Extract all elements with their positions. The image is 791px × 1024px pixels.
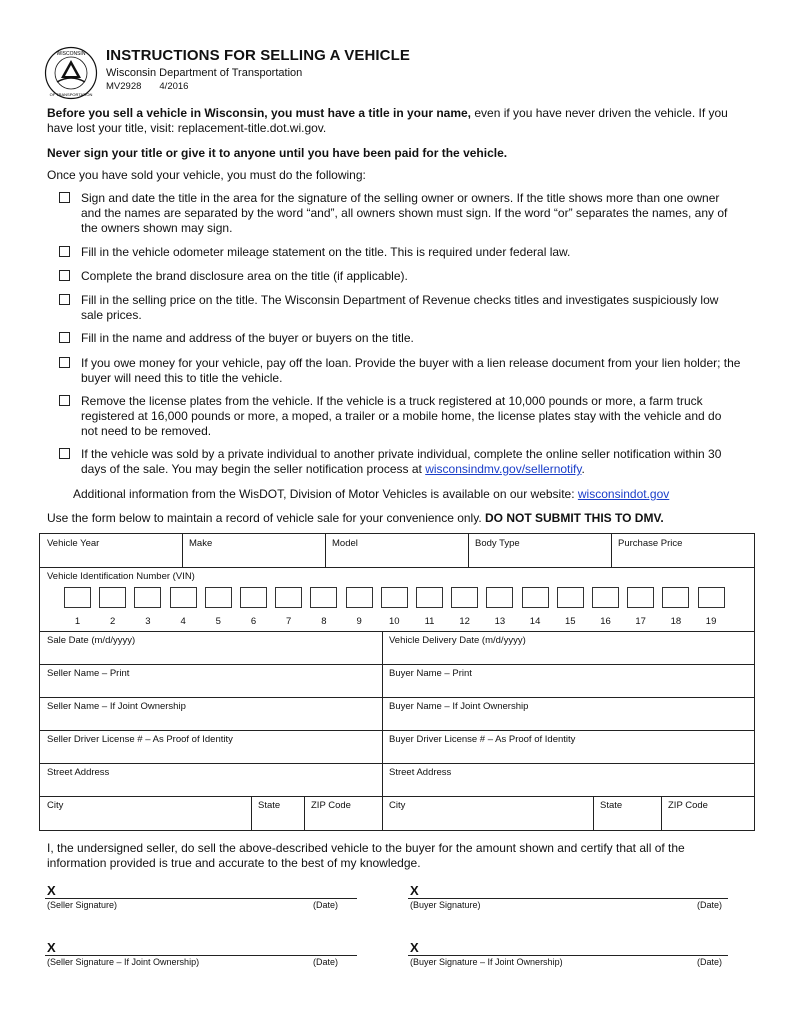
label-delivery-date: Vehicle Delivery Date (m/d/yyyy) bbox=[389, 635, 526, 646]
seller-date-label: (Date) bbox=[313, 900, 339, 910]
buyer-signature-x: X bbox=[410, 883, 419, 898]
seller-joint-date-label: (Date) bbox=[313, 957, 339, 967]
buyer-signature-line[interactable] bbox=[408, 898, 728, 899]
label-purchase-price: Purchase Price bbox=[618, 538, 683, 549]
label-buyer-zip: ZIP Code bbox=[668, 800, 708, 811]
vin-position-number: 1 bbox=[74, 616, 81, 627]
label-model: Model bbox=[332, 538, 358, 549]
vin-position-number: 2 bbox=[110, 616, 116, 627]
warning-never-sign: Never sign your title or give it to anyone until you have been paid for the vehicle. bbox=[47, 146, 508, 160]
form-id bbox=[106, 81, 206, 92]
step-text: Fill in the name and address of the buyer or buyers on the title. bbox=[81, 331, 414, 345]
label-make: Make bbox=[189, 538, 213, 549]
label-buyer-joint: Buyer Name – If Joint Ownership bbox=[389, 701, 529, 712]
vin-position-number: 3 bbox=[145, 616, 151, 627]
label-buyer-state: State bbox=[600, 800, 623, 811]
intro-title-requirement bbox=[47, 106, 747, 136]
vin-char-box[interactable] bbox=[310, 587, 337, 608]
seal-lettering: WISCONSIN bbox=[56, 51, 86, 57]
label-seller-zip: ZIP Code bbox=[311, 800, 351, 811]
vin-position-number: 4 bbox=[180, 616, 186, 627]
label-vehicle-year: Vehicle Year bbox=[47, 538, 100, 549]
vin-char-box[interactable] bbox=[592, 587, 619, 608]
step-text: Fill in the vehicle odometer mileage statement on the title. This is required under federal law. bbox=[81, 245, 571, 259]
buyer-joint-date-label: (Date) bbox=[697, 957, 723, 967]
additional-info: Additional information from the WisDOT, Division of Motor Vehicles is available on our website: wisconsindot.gov bbox=[73, 487, 670, 501]
step-text: Complete the brand disclosure area on the title (if applicable). bbox=[81, 269, 408, 283]
seller-joint-signature-label: (Seller Signature – If Joint Ownership) bbox=[47, 957, 200, 967]
vin-position-number: 6 bbox=[250, 616, 257, 627]
label-buyer-name: Buyer Name – Print bbox=[389, 668, 472, 679]
seller-certification: I, the undersigned seller, do sell the above-described vehicle to the buyer for the amount shown and certify that all of the information provided is true and accurate to the best of my knowledge. bbox=[47, 841, 685, 870]
step-checkbox[interactable] bbox=[59, 332, 70, 343]
step-checkbox[interactable] bbox=[59, 294, 70, 305]
vin-position-number: 12 bbox=[459, 616, 470, 627]
step-checkbox[interactable] bbox=[59, 270, 70, 281]
step-checkbox[interactable] bbox=[59, 395, 70, 406]
vin-char-box[interactable] bbox=[205, 587, 232, 608]
seller-signature-x: X bbox=[47, 883, 56, 898]
use-form-note: Use the form below to maintain a record of vehicle sale for your convenience only. DO NOT SUBMIT THIS TO DMV. bbox=[47, 511, 664, 525]
department-name: Wisconsin Department of Transportation bbox=[106, 67, 303, 79]
buyer-joint-signature-x: X bbox=[410, 940, 419, 955]
vin-char-box[interactable] bbox=[99, 587, 126, 608]
label-buyer-city: City bbox=[389, 800, 406, 811]
vin-char-box[interactable] bbox=[134, 587, 161, 608]
vin-position-number: 15 bbox=[565, 616, 576, 627]
vin-position-number: 9 bbox=[356, 616, 362, 627]
vin-position-number: 8 bbox=[321, 616, 327, 627]
vin-char-box[interactable] bbox=[170, 587, 197, 608]
intro-bold: Before you sell a vehicle in Wisconsin, you must have a title in your name, bbox=[47, 106, 472, 120]
step-checkbox[interactable] bbox=[59, 448, 70, 459]
wisdot-website-link[interactable]: wisconsindot.gov bbox=[577, 487, 670, 501]
do-not-submit: DO NOT SUBMIT THIS TO DMV. bbox=[485, 511, 664, 525]
vin-char-box[interactable] bbox=[346, 587, 373, 608]
vin-char-box[interactable] bbox=[627, 587, 654, 608]
vin-position-number: 18 bbox=[670, 616, 682, 627]
vin-position-number: 16 bbox=[600, 616, 611, 627]
step-checkbox[interactable] bbox=[59, 246, 70, 257]
vin-position-number: 5 bbox=[215, 616, 221, 627]
vin-position-number: 10 bbox=[389, 616, 400, 627]
step-checkbox[interactable] bbox=[59, 357, 70, 368]
vin-char-box[interactable] bbox=[662, 587, 689, 608]
buyer-joint-signature-line[interactable] bbox=[408, 955, 728, 956]
vin-char-box[interactable] bbox=[698, 587, 725, 608]
buyer-joint-signature-label: (Buyer Signature – If Joint Ownership) bbox=[410, 957, 563, 967]
seller-signature-line[interactable] bbox=[45, 898, 357, 899]
label-body-type: Body Type bbox=[475, 538, 520, 549]
label-seller-city: City bbox=[47, 800, 64, 811]
steps-intro: Once you have sold your vehicle, you must do the following: bbox=[47, 168, 366, 182]
seller-signature-label: (Seller Signature) bbox=[47, 900, 118, 910]
vin-char-box[interactable] bbox=[451, 587, 478, 608]
label-seller-license: Seller Driver License # – As Proof of Identity bbox=[47, 734, 233, 745]
vin-position-number: 13 bbox=[494, 616, 506, 627]
vin-char-box[interactable] bbox=[486, 587, 513, 608]
step-text: Remove the license plates from the vehicle. If the vehicle is a truck registered at 10,000 pounds or more, a farm truck registered at 16,000 pounds or more, a moped, a trailer or a mobile home, the license plates stay with the vehicle and do not need to be removed. bbox=[81, 394, 722, 438]
step-text: If you owe money for your vehicle, pay off the loan. Provide the buyer with a lien release document from your lien holder; the buyer will need this to title the vehicle. bbox=[81, 356, 741, 385]
vin-position-number: 17 bbox=[635, 616, 646, 627]
seller-joint-signature-line[interactable] bbox=[45, 955, 357, 956]
form-number: MV2928 bbox=[106, 81, 142, 92]
vin-char-box[interactable] bbox=[381, 587, 408, 608]
vin-char-box[interactable] bbox=[275, 587, 302, 608]
label-seller-name: Seller Name – Print bbox=[47, 668, 130, 679]
intro-rest: even if you have never driven the vehicle. If you have lost your title, visit: replacement-title.dot.wi.gov. bbox=[47, 106, 728, 135]
wisdot-seal-logo bbox=[44, 46, 98, 100]
page-title: INSTRUCTIONS FOR SELLING A VEHICLE bbox=[106, 47, 410, 64]
vin-char-box[interactable] bbox=[557, 587, 584, 608]
vin-char-box[interactable] bbox=[522, 587, 549, 608]
step-checkbox[interactable] bbox=[59, 192, 70, 203]
vin-position-number: 7 bbox=[286, 616, 292, 627]
step-text: Sign and date the title in the area for the signature of the selling owner or owners. If the title shows more than one owner and the names are separated by the word “and”, all owners shown must sign. If the word “or” separates the names, any of the owners shown may sign. bbox=[81, 191, 728, 235]
vin-char-box[interactable] bbox=[240, 587, 267, 608]
label-seller-state: State bbox=[258, 800, 281, 811]
vehicle-sale-record-form bbox=[39, 533, 755, 831]
seller-notify-link[interactable]: wisconsindmv.gov/sellernotify bbox=[425, 462, 582, 476]
label-sale-date: Sale Date (m/d/yyyy) bbox=[47, 635, 136, 646]
vin-char-box[interactable] bbox=[64, 587, 91, 608]
vin-position-number: 11 bbox=[424, 616, 435, 627]
vin-position-number: 19 bbox=[705, 616, 717, 627]
label-buyer-street: Street Address bbox=[389, 767, 452, 778]
step-text: Fill in the selling price on the title. The Wisconsin Department of Revenue checks titles and investigates suspiciously low sale prices. bbox=[81, 293, 719, 322]
vin-char-box[interactable] bbox=[416, 587, 443, 608]
label-seller-joint: Seller Name – If Joint Ownership bbox=[47, 701, 186, 712]
buyer-date-label: (Date) bbox=[697, 900, 723, 910]
buyer-signature-label: (Buyer Signature) bbox=[410, 900, 481, 910]
vin-position-number: 14 bbox=[529, 616, 541, 627]
label-buyer-license: Buyer Driver License # – As Proof of Identity bbox=[389, 734, 576, 745]
seller-joint-signature-x: X bbox=[47, 940, 56, 955]
form-date: 4/2016 bbox=[159, 81, 189, 92]
step-text: If the vehicle was sold by a private individual to another private individual, complete the online seller notification within 30 days of the sale. You may begin the seller notification process at wisconsindmv.gov/sellernotify. bbox=[81, 447, 722, 476]
label-vin: Vehicle Identification Number (VIN) bbox=[47, 571, 195, 582]
label-seller-street: Street Address bbox=[47, 767, 110, 778]
svg-text:OF TRANSPORTATION: OF TRANSPORTATION bbox=[49, 92, 93, 97]
